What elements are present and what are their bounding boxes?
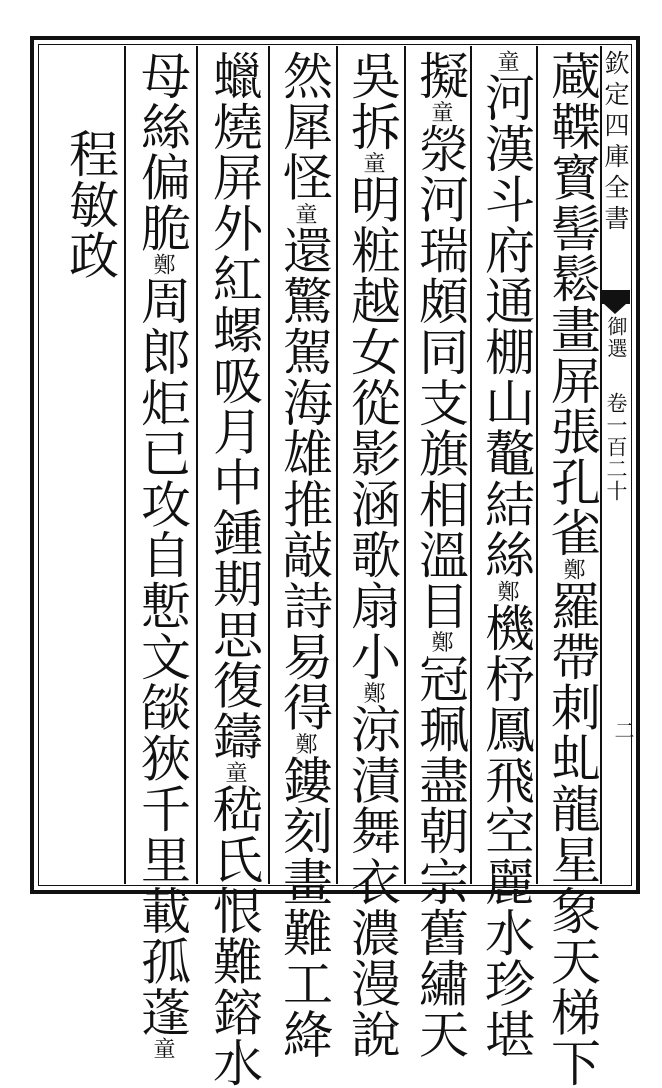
column-gloss-2: 鄭 bbox=[428, 630, 453, 653]
column-gloss: 童 bbox=[428, 100, 453, 123]
column-text-cont: 嵇氏恨難鎔水 bbox=[205, 783, 263, 1088]
author-text: 程敏政 bbox=[61, 128, 119, 281]
column-text: 擬 bbox=[411, 50, 469, 101]
column-text-cont-2: 涼漬舞衣濃漫說 bbox=[343, 703, 401, 1060]
page-number: 二 bbox=[611, 720, 635, 740]
column-text: 蔵鞢寳髻鬆畫屏張孔雀 bbox=[543, 50, 601, 558]
column-text-cont-2: 冠珮盡朝宗舊繡天 bbox=[411, 652, 469, 1060]
column-gloss: 鄭 bbox=[560, 558, 585, 580]
column-text-cont: 還驚駕海雄推敲詩易得 bbox=[275, 224, 333, 733]
text-column-4 bbox=[340, 50, 404, 1060]
text-column-7 bbox=[130, 50, 194, 1060]
text-column-3 bbox=[408, 50, 472, 1060]
column-gloss: 童 bbox=[222, 761, 247, 784]
text-column-1 bbox=[540, 50, 604, 1088]
collection-title: 欽定四庫全書 bbox=[601, 50, 630, 236]
column-rule bbox=[268, 46, 270, 884]
column-gloss-pre: 童 bbox=[494, 50, 519, 72]
text-column-5 bbox=[272, 50, 336, 1060]
column-gloss: 童 bbox=[292, 202, 317, 225]
column-rule bbox=[404, 46, 406, 884]
column-gloss-2: 鄭 bbox=[292, 732, 317, 755]
text-column-6 bbox=[202, 50, 266, 1088]
column-text: 蠟燒屏外紅螺吸月中鍾期思復鑄 bbox=[205, 50, 263, 762]
column-gloss: 鄭 bbox=[494, 580, 519, 602]
column-gloss-2: 鄭 bbox=[360, 681, 385, 704]
column-text-cont: 明粧越女從影涵歌扇小 bbox=[343, 173, 401, 682]
column-text: 吳拆 bbox=[343, 50, 401, 152]
column-text: 河漢斗府通棚山鼇結絲 bbox=[477, 72, 535, 580]
column-text: 然犀怪 bbox=[275, 50, 333, 203]
column-text-cont: 機杼鳳飛空麗水珍堪 bbox=[477, 602, 535, 1060]
column-text-cont: 周郎炬已攻自慙文燄狹千里載孤蓬 bbox=[133, 275, 191, 1038]
column-gloss-2: 童 bbox=[150, 1037, 175, 1060]
column-rule bbox=[124, 46, 126, 884]
author-name bbox=[58, 128, 122, 960]
volume-number: 卷一百二十 bbox=[604, 392, 628, 502]
fish-tail-point bbox=[604, 304, 626, 314]
column-text: 母絲偏脆 bbox=[133, 50, 191, 254]
column-gloss: 童 bbox=[360, 151, 385, 174]
column-text-cont: 羅帶刺虬龍星象天梯下 bbox=[543, 580, 601, 1088]
fish-tail-mark bbox=[600, 290, 630, 304]
column-text-cont-2: 鏤刻畫難工絳 bbox=[275, 754, 333, 1060]
column-text-cont: 滎河瑞頗同支旗相溫目 bbox=[411, 122, 469, 631]
text-column-2 bbox=[474, 50, 538, 1060]
column-rule bbox=[196, 46, 198, 884]
column-rule bbox=[336, 46, 338, 884]
chapter-title: 御選 bbox=[604, 316, 628, 360]
column-gloss: 鄭 bbox=[150, 253, 175, 276]
